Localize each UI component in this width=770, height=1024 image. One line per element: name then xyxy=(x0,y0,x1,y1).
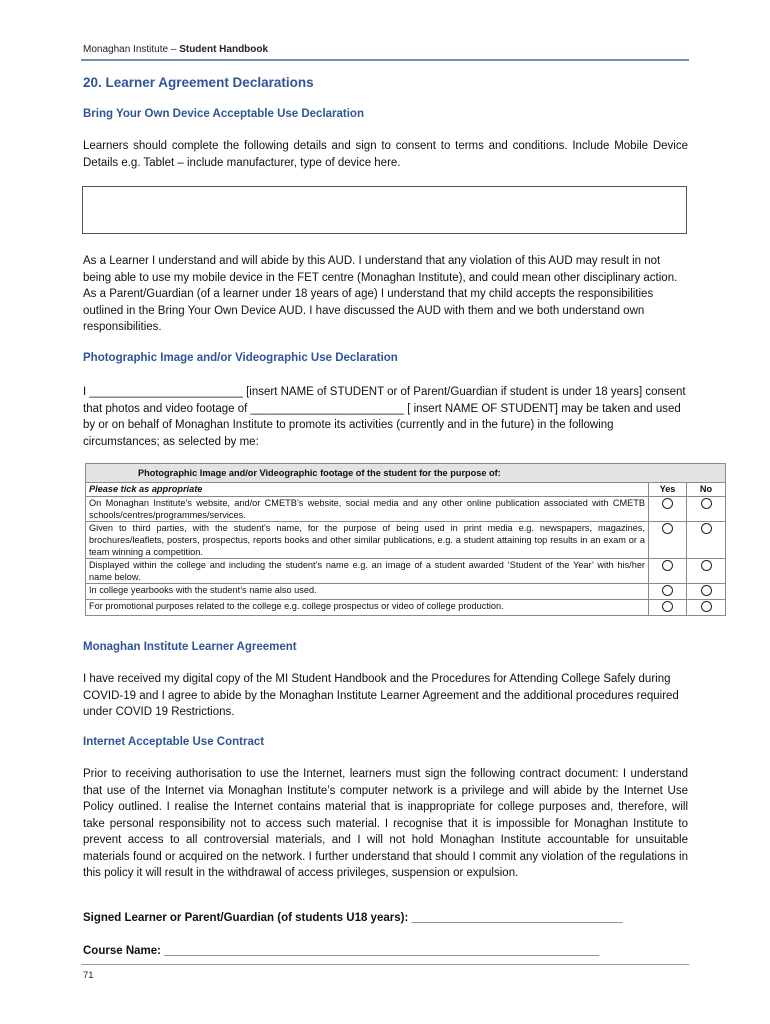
byod-intro: Learners should complete the following details and sign to consent to terms and conditions. Include Mobile Device Details e.g. Tablet – include manufacturer, type of device here. xyxy=(83,140,688,169)
yes-radio-third-parties[interactable] xyxy=(662,523,673,534)
byod-heading: Bring Your Own Device Acceptable Use Declaration xyxy=(83,108,364,120)
byod-declaration: As a Learner I understand and will abide by this AUD. I understand that any violation of this AUD may result in not being able to use my mobile device in the FET centre (Monaghan Institute), and could mean other disciplinary action. As a Parent/Guardian (of a learner under 18 years of age) I understand that my child accepts the responsibilities outlined in the Bring Your Own Device AUD. I have discussed the AUD with them and we both understand own responsibilities. xyxy=(83,255,678,333)
footer-divider xyxy=(81,964,689,965)
yes-radio-yearbooks[interactable] xyxy=(662,585,673,596)
section-title: 20. Learner Agreement Declarations xyxy=(83,75,314,90)
yes-radio-promotional[interactable] xyxy=(662,601,673,612)
photo-heading: Photographic Image and/or Videographic Use Declaration xyxy=(83,352,398,364)
internet-contract-text: Prior to receiving authorisation to use the Internet, learners must sign the following contract document: I understand that use of the Internet via Monaghan Institute’s computer network is a privilege and will abide by the Internet Use Policy outlined. I realise the Internet contains material that is inappropriate for college purposes and, therefore, will take personal responsibility not to access such material. I recognise that it is impossible for Monaghan Institute to prevent access to all controversial materials, and I will not hold Monaghan Institute accountable for unsuitable materials found or acquired on the network. I further understand that should I commit any violation of the regulations in this policy it will result in the withdrawal of access privileges, suspension or expulsion. xyxy=(83,768,688,879)
table-row xyxy=(86,559,726,584)
course-name-line[interactable]: Course Name: ____________________________________________________________________ xyxy=(83,945,600,957)
internet-heading: Internet Acceptable Use Contract xyxy=(83,736,265,748)
table-row xyxy=(86,497,726,522)
page-number: 71 xyxy=(83,970,94,981)
tick-instruction: Please tick as appropriate xyxy=(86,483,649,497)
option-text: For promotional purposes related to the college e.g. college prospectus or video of college production. xyxy=(86,600,649,616)
no-radio-yearbooks[interactable] xyxy=(701,585,712,596)
table-title-row xyxy=(86,464,726,483)
table-row xyxy=(86,522,726,559)
photo-consent-table xyxy=(85,463,726,616)
table-title: Photographic Image and/or Videographic footage of the student for the purpose of: xyxy=(86,464,726,483)
table-row xyxy=(86,584,726,600)
yes-radio-website[interactable] xyxy=(662,498,673,509)
photo-consent: I ________________________ [insert NAME of STUDENT or of Parent/Guardian if student is under 18 years] consent that photos and video footage of ________________________ [ insert NAME OF STUDENT] may be taken and used by or on behalf of Monaghan Institute to promote its activities (currently and in the future) in the following circumstances; as selected by me: xyxy=(83,386,686,448)
header-handbook-title: Student Handbook xyxy=(179,44,269,55)
option-text: On Monaghan Institute’s website, and/or CMETB’s website, social media and any other online publication associated with CMETB schools/centres/programmes/services. xyxy=(86,497,649,522)
signature-line[interactable]: Signed Learner or Parent/Guardian (of students U18 years): _________________________________ xyxy=(83,912,623,924)
yes-column-header: Yes xyxy=(649,483,687,497)
table-header-row xyxy=(86,483,726,497)
running-header xyxy=(83,44,268,55)
table-row xyxy=(86,600,726,616)
no-radio-displayed[interactable] xyxy=(701,560,712,571)
no-column-header: No xyxy=(687,483,726,497)
learner-agreement-text: I have received my digital copy of the MI Student Handbook and the Procedures for Attending College Safely during COVID-19 and I agree to abide by the Monaghan Institute Learner Agreement and the additional procedures required under COVID 19 Restrictions. xyxy=(83,673,679,718)
option-text: In college yearbooks with the student’s name also used. xyxy=(86,584,649,600)
no-radio-website[interactable] xyxy=(701,498,712,509)
option-text: Given to third parties, with the student’s name, for the purpose of being used in print media e.g. newspapers, magazines, brochures/leaflets, posters, prospectus, reports books and other similar publications, e.g. a student attaining top results in an exam or a team winning a competition. xyxy=(86,522,649,559)
yes-radio-displayed[interactable] xyxy=(662,560,673,571)
header-divider xyxy=(81,59,689,61)
learner-agreement-heading: Monaghan Institute Learner Agreement xyxy=(83,641,297,653)
option-text: Displayed within the college and including the student’s name e.g. an image of a student awarded ‘Student of the Year’ with his/her name below. xyxy=(86,559,649,584)
device-details-field[interactable] xyxy=(82,186,687,234)
no-radio-third-parties[interactable] xyxy=(701,523,712,534)
header-institution: Monaghan Institute – xyxy=(83,44,180,55)
no-radio-promotional[interactable] xyxy=(701,601,712,612)
